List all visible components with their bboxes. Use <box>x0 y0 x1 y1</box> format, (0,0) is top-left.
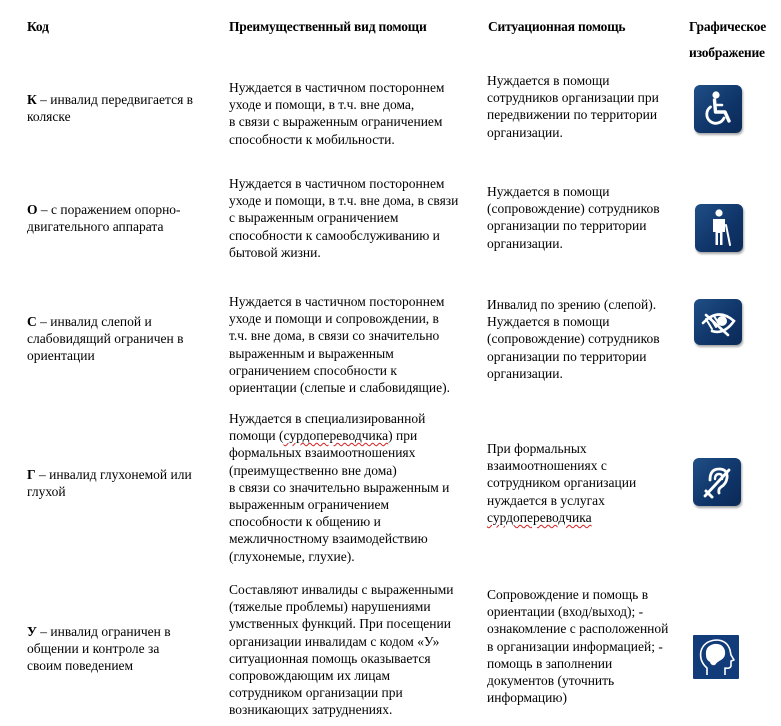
code-letter: К <box>27 92 37 107</box>
hearing-loop-icon <box>693 458 741 506</box>
person-with-cane-icon <box>695 204 743 252</box>
primary-help-text: Нуждается в специализированной помощи ( <box>229 411 426 444</box>
code-letter: О <box>27 202 38 217</box>
code-description: – инвалид ограничен в общении и контроле за своим поведением <box>27 624 171 674</box>
primary-help-text: ) при формальных взаимоотношениях (преимущественно вне дома) в связи со значительно выраженным и выраженным ограничением способности к общению и межличностному взаимодействию (глухонемые, глухие). <box>229 428 450 564</box>
row-g-primary-help <box>229 410 449 565</box>
header-graphic-line1: Графическое <box>689 19 767 34</box>
row-k-primary-help: Нуждается в частичном постороннем уходе и помощи, в т.ч. вне дома, в связи с выраженным ограничением способности к мобильности. <box>229 80 445 147</box>
spellcheck-word: сурдопереводчика <box>487 509 592 525</box>
header-situational-help: Ситуационная помощь <box>488 19 626 34</box>
cognitive-head-icon <box>693 635 739 679</box>
row-k-code <box>27 91 193 125</box>
code-letter: С <box>27 314 37 329</box>
header-primary-help: Преимущественный вид помощи <box>229 19 427 34</box>
situational-help-text: При формальных взаимоотношениях с сотрудником организации нуждается в услугах <box>487 441 637 508</box>
row-c-situational-help: Инвалид по зрению (слепой). Нуждается в помощи (сопровождение) сотрудников организации по территории организации. <box>487 297 660 381</box>
row-g-code <box>27 466 192 500</box>
row-o-situational-help: Нуждается в помощи (сопровождение) сотрудников организации по территории организации. <box>487 184 660 251</box>
row-c-code <box>27 313 183 365</box>
code-description: – инвалид передвигается в коляске <box>27 92 194 125</box>
code-description: – инвалид глухонемой или глухой <box>27 467 192 500</box>
row-u-primary-help: Составляют инвалиды с выраженными (тяжелые проблемы) нарушениями умственных функций. При посещении организации инвалидам с кодом «У» ситуационная помощь оказывается сопровождающим их лицам сотрудником организации при возникающих затруднениях. <box>229 582 454 718</box>
header-graphic-line2: изображение <box>689 45 765 60</box>
row-u-situational-help: Сопровождение и помощь в ориентации (вход/выход); - ознакомление с расположенной в организации информацией; - помощь в заполнении документов (уточнить информацию) <box>487 587 669 706</box>
row-k-situational-help: Нуждается в помощи сотрудников организации при передвижении по территории организации. <box>487 73 659 140</box>
row-u-code <box>27 623 171 675</box>
header-code: Код <box>27 19 49 34</box>
code-description: – с поражением опорно- двигательного аппарата <box>27 202 181 235</box>
row-g-situational-help <box>487 440 636 526</box>
wheelchair-icon <box>694 85 742 133</box>
code-letter: У <box>27 624 37 639</box>
row-c-primary-help: Нуждается в частичном постороннем уходе и помощи и сопровождении, в т.ч. вне дома, в связи со значительно выраженным и выраженным ограничением способности к ориентации (слепые и слабовидящие). <box>229 294 451 396</box>
code-description: – инвалид слепой и слабовидящий ограничен в ориентации <box>27 314 184 364</box>
code-letter: Г <box>27 467 36 482</box>
row-o-code <box>27 201 181 235</box>
low-vision-icon <box>694 299 742 345</box>
row-o-primary-help: Нуждается в частичном постороннем уходе и помощи, в т.ч. вне дома, в связи с выраженным ограничением способности к самообслуживанию и бытовой жизни. <box>229 176 459 260</box>
spellcheck-word: сурдопереводчика <box>283 428 389 444</box>
